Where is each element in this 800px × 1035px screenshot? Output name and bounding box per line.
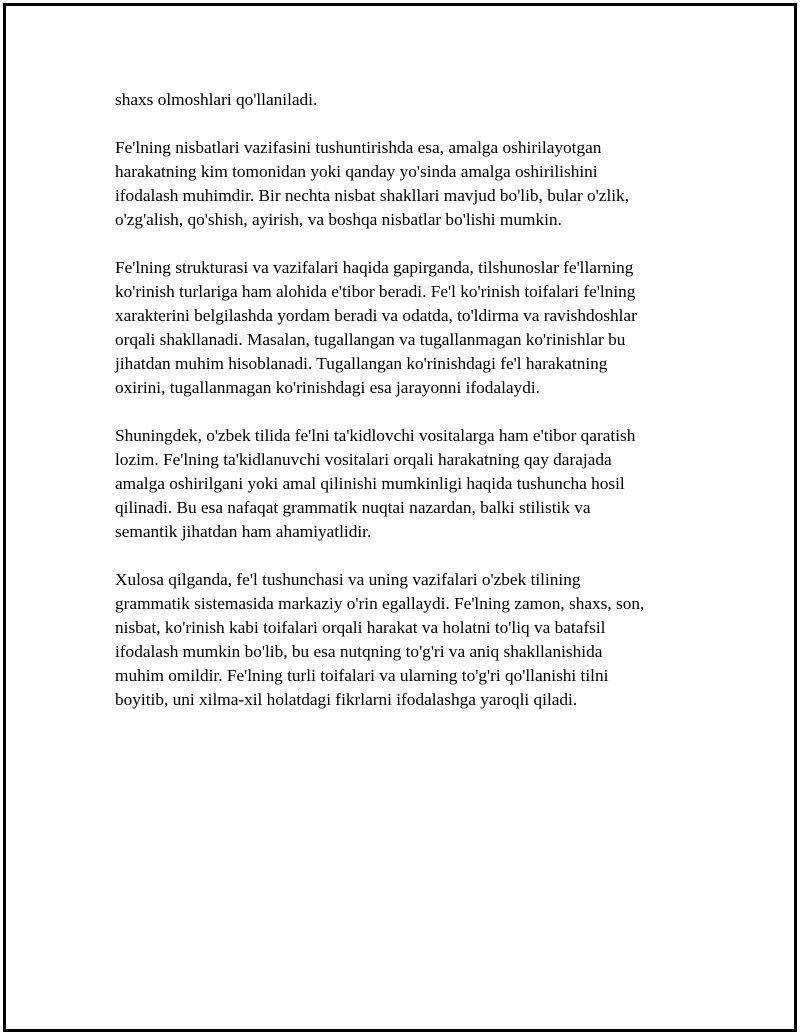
text-line: lozim. Fe'lning ta'kidlanuvchi vositalari orqali harakatning qay darajada — [115, 450, 612, 469]
text-line: semantik jihatdan ham ahamiyatlidir. — [115, 522, 372, 541]
text-line: boyitib, uni xilma-xil holatdagi fikrlarni ifodalashga yaroqli qiladi. — [115, 690, 578, 709]
text-line: Fe'lning nisbatlari vazifasini tushuntirishda esa, amalga oshirilayotgan — [115, 138, 602, 157]
text-line: o'zg'alish, qo'shish, ayirish, va boshqa nisbatlar bo'lishi mumkin. — [115, 210, 562, 229]
paragraph-5 — [115, 568, 690, 712]
text-line: muhim omildir. Fe'lning turli toifalari va ularning to'g'ri qo'llanishi tilni — [115, 666, 609, 685]
paragraph-2 — [115, 136, 690, 232]
text-line: jihatdan muhim hisoblanadi. Tugallangan ko'rinishdagi fe'l harakatning — [115, 354, 608, 373]
text-line: ko'rinish turlariga ham alohida e'tibor beradi. Fe'l ko'rinish toifalari fe'lning — [115, 282, 636, 301]
text-line: xarakterini belgilashda yordam beradi va odatda, to'ldirma va ravishdoshlar — [115, 306, 637, 325]
document-body — [115, 88, 690, 736]
text-line: grammatik sistemasida markaziy o'rin egallaydi. Fe'lning zamon, shaxs, son, — [115, 594, 645, 613]
text-line: oxirini, tugallanmagan ko'rinishdagi esa jarayonni ifodalaydi. — [115, 378, 540, 397]
text-line: nisbat, ko'rinish kabi toifalari orqali harakat va holatni to'liq va batafsil — [115, 618, 606, 637]
text-line: ifodalash muhimdir. Bir nechta nisbat shakllari mavjud bo'lib, bular o'zlik, — [115, 186, 630, 205]
text-line: ifodalash mumkin bo'lib, bu esa nutqning to'g'ri va aniq shakllanishida — [115, 642, 603, 661]
text-line: shaxs olmoshlari qo'llaniladi. — [115, 90, 318, 109]
text-line: qilinadi. Bu esa nafaqat grammatik nuqtai nazardan, balki stilistik va — [115, 498, 591, 517]
paragraph-1 — [115, 88, 690, 112]
paragraph-4 — [115, 424, 690, 544]
text-line: amalga oshirilgani yoki amal qilinishi mumkinligi haqida tushuncha hosil — [115, 474, 625, 493]
text-line: Xulosa qilganda, fe'l tushunchasi va uning vazifalari o'zbek tilining — [115, 570, 581, 589]
paragraph-3 — [115, 256, 690, 400]
text-line: Fe'lning strukturasi va vazifalari haqida gapirganda, tilshunoslar fe'llarning — [115, 258, 634, 277]
text-line: harakatning kim tomonidan yoki qanday yo'sinda amalga oshirilishini — [115, 162, 598, 181]
text-line: Shuningdek, o'zbek tilida fe'lni ta'kidlovchi vositalarga ham e'tibor qaratish — [115, 426, 636, 445]
text-line: orqali shakllanadi. Masalan, tugallangan va tugallanmagan ko'rinishlar bu — [115, 330, 626, 349]
